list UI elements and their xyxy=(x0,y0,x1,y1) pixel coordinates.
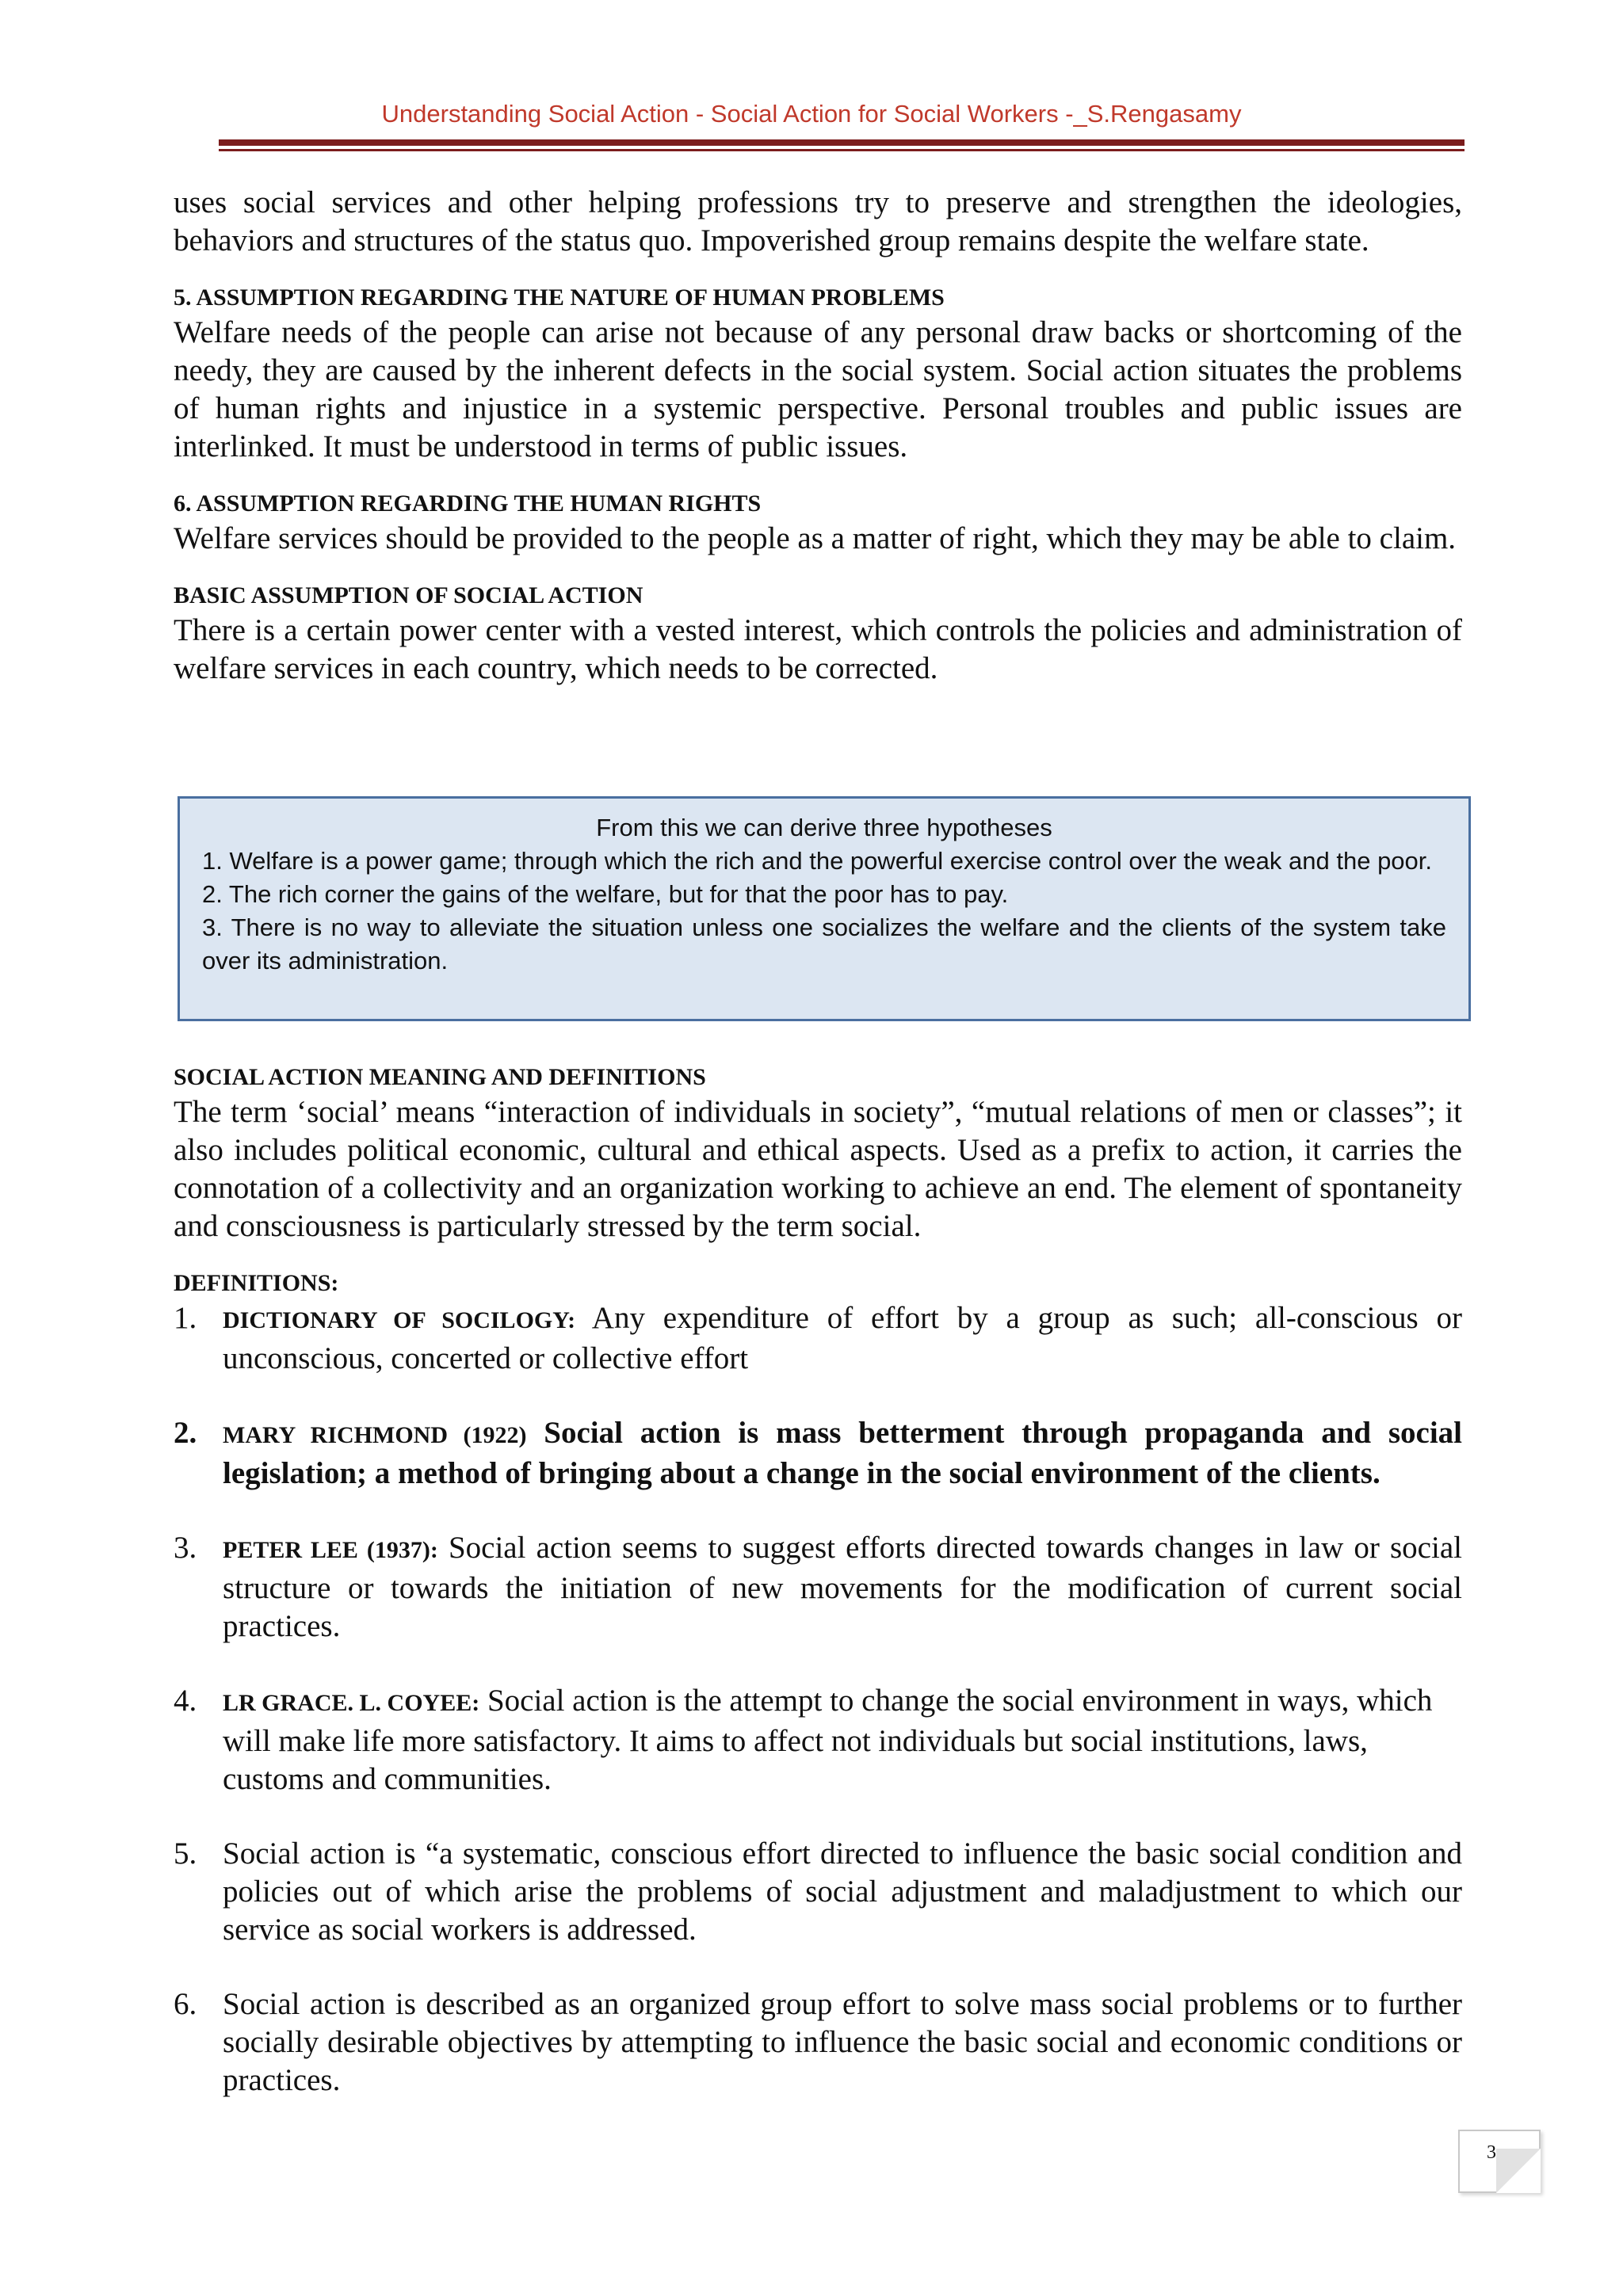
meaning-heading: SOCIAL ACTION MEANING AND DEFINITIONS xyxy=(174,1064,706,1090)
definition-number: 3. xyxy=(174,1531,197,1565)
definition-text: Any expenditure of effort by a group as such; all-conscious or unconscious, concerted or collective effort xyxy=(223,1301,1462,1375)
page-number: 3 xyxy=(1487,2142,1496,2163)
definition-label: PETER LEE (1937): xyxy=(223,1537,438,1563)
definition-item xyxy=(174,1529,1462,1646)
section-6-text: Welfare services should be provided to the people as a matter of right, which they may be able to claim. xyxy=(174,521,1457,555)
definition-number: 2. xyxy=(174,1416,197,1450)
definition-item xyxy=(174,1299,1462,1378)
definition-text: Social action seems to suggest efforts directed towards changes in law or social structure or towards the initiation of new movements for the modification of current social practices. xyxy=(223,1531,1462,1643)
definition-item xyxy=(174,1682,1462,1798)
page-number-box xyxy=(1458,2130,1541,2193)
hypotheses-title: From this we can derive three hypotheses xyxy=(596,814,1052,841)
hypothesis-item: 2. The rich corner the gains of the welfare, but for that the poor has to pay. xyxy=(202,880,1009,908)
definition-text: Social action is described as an organized group effort to solve mass social problems or to further socially desirable objectives by attempting to influence the basic social and economic conditions or practices. xyxy=(223,1987,1462,2097)
header-rule-thick xyxy=(219,139,1465,146)
running-header-title: Understanding Social Action - Social Action for Social Workers -_S.Rengasamy xyxy=(381,100,1242,128)
section-5-heading: 5. ASSUMPTION REGARDING THE NATURE OF HUMAN PROBLEMS xyxy=(174,284,945,311)
definition-number: 5. xyxy=(174,1836,197,1871)
definition-number: 1. xyxy=(174,1301,197,1335)
document-body-lower xyxy=(174,1062,1462,2100)
definition-number: 4. xyxy=(174,1684,197,1718)
definition-label: MARY RICHMOND (1922) xyxy=(223,1422,527,1448)
hypotheses-box xyxy=(178,796,1471,1021)
definition-text: Social action is “a systematic, conscious effort directed to influence the basic social condition and policies out of which arise the problems of social adjustment and maladjustment to which our service as social workers is addressed. xyxy=(223,1836,1462,1947)
section-6-heading: 6. ASSUMPTION REGARDING THE HUMAN RIGHTS xyxy=(174,490,762,517)
definition-label: LR GRACE. L. COYEE: xyxy=(223,1690,480,1716)
page-curl-icon xyxy=(1496,2149,1541,2193)
document-body xyxy=(174,184,1462,688)
basic-assumption-text: There is a certain power center with a vested interest, which controls the policies and administration of welfare services in each country, which needs to be corrected. xyxy=(174,613,1462,685)
definition-item xyxy=(174,1835,1462,1949)
hypothesis-item: 3. There is no way to alleviate the situation unless one socializes the welfare and the clients of the system take over its administration. xyxy=(202,913,1446,974)
meaning-text: The term ‘social’ means “interaction of individuals in society”, “mutual relations of men or classes”; it also includes political economic, cultural and ethical aspects. Used as a prefix to action, it carries the connotation of a collectivity and an organization working to achieve an end. The element of spontaneity and consciousness is particularly stressed by the term social. xyxy=(174,1095,1462,1243)
header-rule-thin xyxy=(219,149,1465,151)
definition-number: 6. xyxy=(174,1987,197,2021)
definition-item xyxy=(174,1985,1462,2100)
definition-text: Social action is mass betterment through propaganda and social legislation; a method of bringing about a change in the social environment of the clients. xyxy=(223,1416,1463,1490)
definitions-heading: DEFINITIONS: xyxy=(174,1270,339,1296)
definition-item xyxy=(174,1414,1462,1493)
definition-label: DICTIONARY OF SOCILOGY: xyxy=(223,1307,576,1333)
basic-assumption-heading: BASIC ASSUMPTION OF SOCIAL ACTION xyxy=(174,582,643,608)
section-5-text: Welfare needs of the people can arise not because of any personal draw backs or shortcoming of the needy, they are caused by the inherent defects in the social system. Social action situates the problems of human rights and injustice in a systemic perspective. Personal troubles and public issues are interlinked. It must be understood in terms of public issues. xyxy=(174,315,1462,463)
hypothesis-item: 1. Welfare is a power game; through which the rich and the powerful exercise control over the weak and the poor. xyxy=(202,847,1433,875)
definition-text: Social action is the attempt to change the social environment in ways, which will make life more satisfactory. It aims to affect not individuals but social institutions, laws, customs and communities. xyxy=(223,1684,1433,1796)
intro-paragraph: uses social services and other helping professions try to preserve and strengthen the ideologies, behaviors and structures of the status quo. Impoverished group remains despite the welfare state. xyxy=(174,185,1462,257)
